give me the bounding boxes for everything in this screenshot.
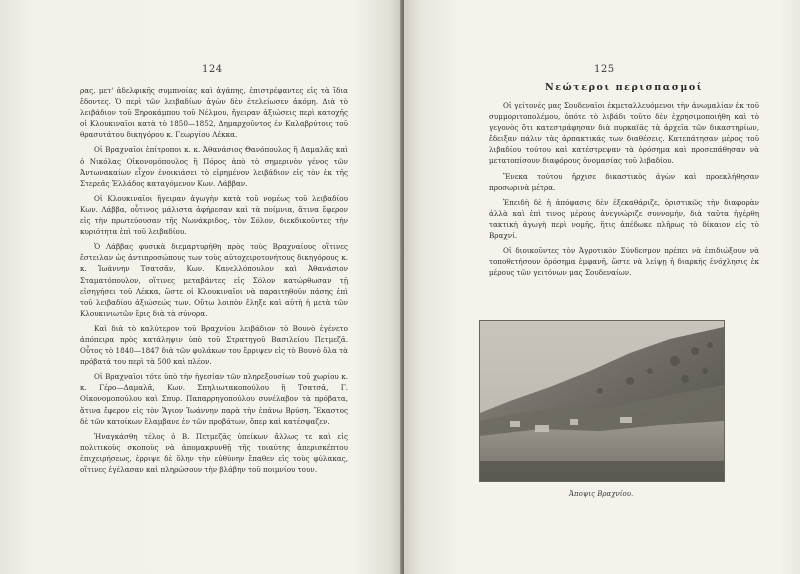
paragraph: Οἱ Κλουκιναῖοι ἤγειραν ἀγωγὴν κατὰ τοῦ νομέως τοῦ λειβαδίου Κων. Λάββα, οὗτινος μάλιστα ἀφήρεσαν καὶ τὰ ποίμνια, ἅτινα ἔφερον εἰς τὴν πρωτεύουσαν τῆς Νωνάκριδος, τὸν Σόλον, διεκδικοῦντες τὴν κυριότητα ἐπὶ τοῦ λειβαδίου.: [80, 193, 348, 237]
paragraph: Οἱ γείτονές μας Σουδεναῖοι ἐκμεταλλευόμενοι τὴν ἀνωμαλίαν ἐκ τοῦ συμμοριτοπολέμου, ὁπότε τὸ λιβάδι τοῦτο δὲν ἐχρησιμοποιήθη καὶ τὸ γεγονὸς ὅτι κατεστράφησαν διὰ πυρκαϊᾶς τὰ ἀρχεῖα τῶν δικαστηρίων, ἔδειξαν πάλιν τὰς ἁρπακτικάς των διαθέσεις. Κατεπάτησαν μέρος τοῦ λιβαδίου τούτου καὶ κατέστρεψαν τὰ ὁρόσημα καὶ προσεπάθησαν νὰ μετατοπίσουν διαφόρους ὀνομασίας τοῦ λιβαδίου.: [489, 101, 759, 166]
left-page-body: [80, 85, 348, 479]
paragraph: Οἱ Βραχναῖοι τότε ὑπὸ τὴν ἡγεσίαν τῶν πληρεξουσίων τοῦ χωρίου κ. κ. Γέρο—Δαμαλᾶ, Κων. Σπηλιωτακοπούλου ἢ Τσατσᾶ, Γ. Οἰκονομοπούλου καὶ Σπυρ. Παπαρρηγοπούλου συνέλαβον τὰ πρόβατα, ἅτινα ἔφερον εἰς τὸν Ἅγιον Ἰωάννην παρὰ τὴν ἐπάνω Βρύση. Ἕκαστος δὲ τῶν κατοίκων ἔλαμβανε ἐν τῶν προβάτων, ὅπερ καὶ κατέσφαζεν.: [80, 372, 348, 426]
paragraph: Οἱ Βραχναῖοι ἐπίτροποι κ. κ. Ἀθανάσιος Θανόπουλος ἢ Δαμαλᾶς καὶ ὁ Νικόλας Οἰκονομόπουλος ἢ Πόρος ἀπὸ τὸ σημερινὸν γένος τῶν Ἀντωνακαίων εἶχον ἐνοικιάσει τὸ εἰρημένον λειβάδιον εἰς τὸν ἐκ τῆς Στερεᾶς Ἑλλάδος καταγόμενον Κων. Λάββαν.: [80, 145, 348, 188]
paragraph: Οἱ διοικοῦντες τὸν Ἀγροτικὸν Σύνδεσμον πρέπει νὰ ἐπιδιώξουν νὰ τοποθετήσουν ὁρόσημα ἐμφανῆ, ὥστε νὰ λείψῃ ἡ διαρκὴς ἐνόχλησις ἐκ μέρους τῶν γειτόνων μας Σουδεναίων.: [489, 246, 759, 278]
paragraph: Καὶ διὰ τὸ καλύτερον τοῦ Βραχνίου λειβάδιον τὸ Βουνὸ ἐγένετο ἀπόπειρα πρὸς κατάληψιν ὑπὸ τοῦ Στρατηγοῦ Βασιλείου Πετμεζᾶ. Οὗτος τὸ 1840—1847 διὰ τῶν φυλάκων του ἔρριψεν εἰς τὸ Βουνὸ ὅλα τὰ πρόβατά του περὶ τὰ 500 καὶ πλέον.: [80, 323, 348, 367]
paragraph: ρας, μετ' ἀδελφικῆς συμπνοίας καὶ ἀγάπης, ἐπιστρέφαντες εἰς τὰ ἴδια ἔδοντες. Ὁ περὶ τῶν λειβαδίων ἀγὼν δὲν ἐτελείωσεν ἀκόμη. Διὰ τὸ λειβάδιον τοῦ Ξηροκάμπου τοῦ Νέλμου, ἤγειραν ἀξιώσεις περὶ κατοχῆς οἱ Κλουκιναῖοι κατὰ τὸ 1850—1852, Δημαρχοῦντος ἐν Καλαβρύτοις τοῦ θρασυτάτου δικηγόρου κ. Γεωργίου Λέκκα.: [80, 86, 348, 140]
right-page-body: [489, 100, 759, 282]
paragraph: Ἕνεκα τούτου ἤρχισε δικαστικὸς ἀγὼν καὶ προεκλήθησαν προσωρινὰ μέτρα.: [489, 171, 759, 192]
paragraph: Ἐπειδὴ δὲ ἡ ἀπόφασις δὲν ἐξεκαθάριζε, ὁριστικῶς τὴν διαφορὰν ἀλλὰ καὶ ἐπὶ τινος μέρους ἀνεγνώριζε συννομήν, διὰ ταῦτα ἠγέρθη τακτικὴ ἀγωγὴ περὶ νομῆς, ἥτις ἀπέδωκε πλῆρως τὸ δίκαιον εἰς τὸ Βραχνί.: [489, 197, 759, 241]
landscape-photo: [479, 320, 725, 482]
right-page: [404, 0, 800, 574]
page-number-right: 125: [594, 64, 615, 75]
page-number-left: 124: [202, 64, 223, 75]
landscape-photo-image: [480, 321, 724, 481]
paragraph: Ἠναγκάσθη τέλος ὁ Β. Πετμεζᾶς ὑπείκων ἄλλως τε καὶ εἰς πολιτικοὺς σκοποὺς νὰ ἀπομακρυνθῇ τῆς τοιαύτης ἀπερισκέπτου ἐπιχειρήσεως, ἐρριψε δὲ ὅλην τὴν εὐθύνην ἔπαθεν εἰς τοὺς φύλακας, οἵτινες ἐγέλασαν καὶ πληρώσουν τὴν βλάβην τοῦ ποιμνίου τουν.: [80, 431, 348, 474]
photo-caption: Ἀποψις Βραχνίου.: [569, 490, 634, 498]
section-title: Νεώτεροι περισπασμοί: [544, 82, 704, 93]
paragraph: Ὁ Λάββας φυσικὰ διεμαρτυρήθη πρὸς τοὺς Βραχναίους οἵτινες ἔστειλαν ὡς ἀντιπροσώπους των τοὺς αὐτοχειροτονήτους δικηγόρους κ. κ. Ἰωάννην Τσατσᾶν, Κων. Κανελλόπουλον καὶ Ἀθανάσιον Σταματόπουλον, οἵτινες μεταβάντες εἰς Σόλον κατώρθωσαν τῇ εἰσηγήσει τοῦ Λέκκα, ὥστε οἱ Κλουκιναῖοι νὰ παραιτηθοῦν πάσης ἐπὶ τοῦ λειβαδίου ἀξιώσεώς των. Οὕτω λοιπὸν ἔληξε καὶ αὐτὴ ἡ μετὰ τῶν Κλουκινιωτῶν ἔρις διὰ τὰ σύνορα.: [80, 242, 348, 318]
